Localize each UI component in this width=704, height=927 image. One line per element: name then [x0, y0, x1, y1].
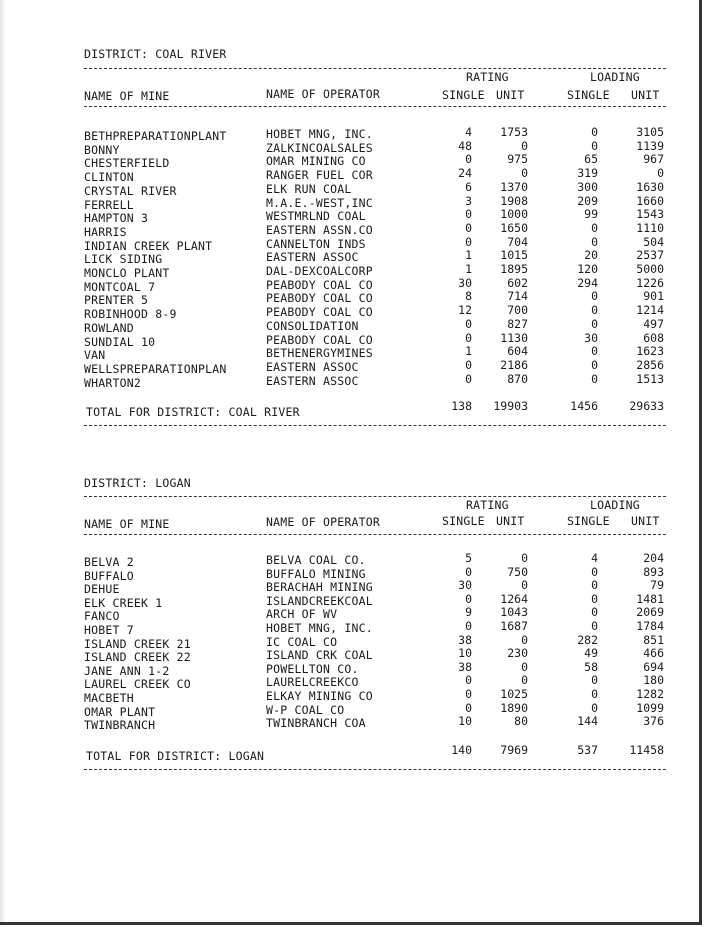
- district-title: DISTRICT: LOGAN: [84, 476, 191, 490]
- column-header-loading-single: SINGLE: [567, 88, 610, 102]
- cell-rating-single: 10: [458, 714, 472, 728]
- cell-loading-single: 282: [577, 633, 598, 647]
- cell-loading-single: 20: [584, 248, 598, 262]
- mine-name: MACBETH: [84, 691, 134, 705]
- cell-rating-single: 0: [465, 372, 472, 386]
- cell-rating-single: 30: [458, 276, 472, 290]
- cell-rating-single: 0: [465, 331, 472, 345]
- cell-rating-unit: 714: [507, 289, 528, 303]
- dashed-separator: [84, 534, 666, 535]
- cell-loading-unit: 1481: [636, 592, 664, 606]
- cell-rating-single: 1: [465, 344, 472, 358]
- mine-name: ROWLAND: [84, 321, 134, 335]
- cell-rating-unit: 1370: [500, 180, 528, 194]
- cell-rating-unit: 1015: [500, 248, 528, 262]
- mine-name: MONTCOAL 7: [84, 280, 156, 294]
- cell-rating-single: 5: [465, 551, 472, 565]
- operator-name: ISLAND CRK COAL: [266, 648, 373, 662]
- cell-rating-single: 1: [465, 248, 472, 262]
- cell-rating-unit: 870: [507, 372, 528, 386]
- operator-name: POWELLTON CO.: [266, 662, 359, 676]
- cell-loading-unit: 1543: [636, 207, 664, 221]
- cell-rating-single: 24: [458, 166, 472, 180]
- operator-name: CANNELTON INDS: [266, 237, 366, 251]
- total-loading-unit: 11458: [629, 743, 664, 757]
- cell-loading-single: 49: [584, 646, 598, 660]
- operator-name: DAL-DEXCOALCORP: [266, 264, 373, 278]
- cell-rating-single: 0: [465, 619, 472, 633]
- mine-name: ELK CREEK 1: [84, 596, 163, 610]
- cell-loading-unit: 901: [643, 289, 664, 303]
- mine-name: VAN: [84, 348, 106, 362]
- column-header-rating-single: SINGLE: [442, 514, 485, 528]
- total-rating-unit: 7969: [500, 743, 528, 757]
- operator-name: ISLANDCREEKCOAL: [266, 594, 373, 608]
- operator-name: ELKAY MINING CO: [266, 689, 373, 703]
- operator-name: WESTMRLND COAL: [266, 209, 366, 223]
- cell-rating-unit: 750: [507, 565, 528, 579]
- operator-name: TWINBRANCH COA: [266, 716, 366, 730]
- cell-loading-unit: 180: [643, 673, 664, 687]
- cell-rating-single: 0: [465, 673, 472, 687]
- cell-rating-unit: 1908: [500, 194, 528, 208]
- column-header-loading-unit: UNIT: [631, 88, 660, 102]
- rating-group-header: RATING: [466, 70, 509, 84]
- column-header-rating-unit: UNIT: [496, 514, 525, 528]
- cell-loading-unit: 504: [643, 235, 664, 249]
- column-header-rating-single: SINGLE: [442, 88, 485, 102]
- cell-loading-single: 0: [591, 578, 598, 592]
- cell-rating-unit: 80: [514, 714, 528, 728]
- column-header-rating-unit: UNIT: [496, 88, 525, 102]
- cell-rating-single: 38: [458, 633, 472, 647]
- mine-name: JANE ANN 1-2: [84, 664, 170, 678]
- operator-name: ARCH OF WV: [266, 607, 338, 621]
- cell-rating-single: 0: [465, 358, 472, 372]
- cell-loading-single: 0: [591, 701, 598, 715]
- cell-rating-unit: 1753: [500, 125, 528, 139]
- cell-loading-unit: 3105: [636, 125, 664, 139]
- mine-name: LAUREL CREEK CO: [84, 677, 191, 691]
- operator-name: BETHENERGYMINES: [266, 346, 373, 360]
- cell-loading-unit: 1110: [636, 221, 664, 235]
- mine-name: BELVA 2: [84, 555, 134, 569]
- cell-loading-unit: 1660: [636, 194, 664, 208]
- operator-name: EASTERN ASSOC: [266, 374, 359, 388]
- cell-rating-single: 8: [465, 289, 472, 303]
- operator-name: HOBET MNG, INC.: [266, 127, 373, 141]
- total-rating-unit: 19903: [493, 399, 528, 413]
- cell-loading-unit: 1513: [636, 372, 664, 386]
- cell-rating-single: 1: [465, 262, 472, 276]
- operator-name: PEABODY COAL CO: [266, 305, 373, 319]
- cell-rating-unit: 604: [507, 344, 528, 358]
- cell-rating-unit: 0: [521, 673, 528, 687]
- cell-rating-single: 0: [465, 207, 472, 221]
- cell-loading-single: 0: [591, 303, 598, 317]
- cell-rating-single: 0: [465, 592, 472, 606]
- mine-name: HOBET 7: [84, 623, 134, 637]
- mine-name: BETHPREPARATIONPLANT: [84, 129, 227, 143]
- operator-name: ZALKINCOALSALES: [266, 141, 373, 155]
- cell-loading-unit: 1784: [636, 619, 664, 633]
- cell-loading-unit: 376: [643, 714, 664, 728]
- cell-loading-single: 4: [591, 551, 598, 565]
- cell-loading-single: 0: [591, 592, 598, 606]
- operator-name: PEABODY COAL CO: [266, 333, 373, 347]
- mine-name: DEHUE: [84, 582, 120, 596]
- cell-loading-single: 0: [591, 125, 598, 139]
- cell-loading-single: 209: [577, 194, 598, 208]
- operator-name: EASTERN ASSN.CO: [266, 223, 373, 237]
- mine-name: BONNY: [84, 143, 120, 157]
- cell-loading-single: 0: [591, 344, 598, 358]
- cell-rating-unit: 0: [521, 139, 528, 153]
- rating-group-header: RATING: [466, 498, 509, 512]
- cell-loading-unit: 893: [643, 565, 664, 579]
- cell-rating-single: 0: [465, 565, 472, 579]
- cell-rating-unit: 2186: [500, 358, 528, 372]
- dashed-separator: [84, 106, 666, 107]
- operator-name: ELK RUN COAL: [266, 182, 352, 196]
- mine-name: TWINBRANCH: [84, 718, 156, 732]
- cell-rating-single: 0: [465, 701, 472, 715]
- mine-name: PRENTER 5: [84, 293, 149, 307]
- operator-name: IC COAL CO: [266, 635, 338, 649]
- total-rating-single: 138: [451, 399, 472, 413]
- cell-loading-single: 0: [591, 565, 598, 579]
- mine-name: CLINTON: [84, 170, 134, 184]
- mine-name: INDIAN CREEK PLANT: [84, 239, 213, 253]
- cell-rating-single: 0: [465, 152, 472, 166]
- cell-rating-single: 4: [465, 125, 472, 139]
- operator-name: BELVA COAL CO.: [266, 553, 366, 567]
- cell-rating-unit: 1687: [500, 619, 528, 633]
- cell-loading-single: 144: [577, 714, 598, 728]
- cell-rating-single: 6: [465, 180, 472, 194]
- cell-rating-single: 3: [465, 194, 472, 208]
- cell-rating-single: 0: [465, 221, 472, 235]
- cell-loading-single: 319: [577, 166, 598, 180]
- cell-rating-unit: 827: [507, 317, 528, 331]
- dashed-separator: [84, 425, 666, 426]
- column-header-loading-single: SINGLE: [567, 514, 610, 528]
- cell-rating-single: 0: [465, 687, 472, 701]
- district-title: DISTRICT: COAL RIVER: [84, 47, 227, 61]
- cell-rating-unit: 1895: [500, 262, 528, 276]
- cell-loading-single: 30: [584, 331, 598, 345]
- cell-loading-single: 0: [591, 687, 598, 701]
- cell-loading-single: 294: [577, 276, 598, 290]
- total-rating-single: 140: [451, 743, 472, 757]
- cell-loading-single: 0: [591, 317, 598, 331]
- cell-loading-unit: 2856: [636, 358, 664, 372]
- operator-name: M.A.E.-WEST,INC: [266, 196, 373, 210]
- column-header-operator: NAME OF OPERATOR: [266, 87, 380, 101]
- cell-loading-unit: 1630: [636, 180, 664, 194]
- cell-rating-unit: 1264: [500, 592, 528, 606]
- operator-name: PEABODY COAL CO: [266, 291, 373, 305]
- cell-loading-single: 0: [591, 358, 598, 372]
- cell-loading-unit: 1226: [636, 276, 664, 290]
- column-header-mine: NAME OF MINE: [84, 517, 170, 531]
- operator-name: EASTERN ASSOC: [266, 250, 359, 264]
- operator-name: CONSOLIDATION: [266, 319, 359, 333]
- total-loading-unit: 29633: [629, 399, 664, 413]
- operator-name: EASTERN ASSOC: [266, 360, 359, 374]
- mine-name: OMAR PLANT: [84, 705, 156, 719]
- dashed-separator: [84, 68, 666, 69]
- cell-rating-unit: 602: [507, 276, 528, 290]
- cell-loading-unit: 1139: [636, 139, 664, 153]
- cell-loading-unit: 466: [643, 646, 664, 660]
- mine-name: HAMPTON 3: [84, 211, 149, 225]
- operator-name: W-P COAL CO: [266, 703, 345, 717]
- column-header-operator: NAME OF OPERATOR: [266, 515, 380, 529]
- cell-loading-single: 0: [591, 289, 598, 303]
- column-header-loading-unit: UNIT: [631, 514, 660, 528]
- cell-loading-unit: 608: [643, 331, 664, 345]
- cell-rating-unit: 0: [521, 578, 528, 592]
- mine-name: ISLAND CREEK 22: [84, 650, 191, 664]
- mine-name: WELLSPREPARATIONPLAN: [84, 362, 227, 376]
- operator-name: BERACHAH MINING: [266, 580, 373, 594]
- mine-name: MONCLO PLANT: [84, 266, 170, 280]
- cell-loading-unit: 2537: [636, 248, 664, 262]
- operator-name: BUFFALO MINING: [266, 567, 366, 581]
- mine-name: CRYSTAL RIVER: [84, 184, 177, 198]
- cell-loading-unit: 694: [643, 660, 664, 674]
- cell-loading-unit: 1282: [636, 687, 664, 701]
- cell-rating-unit: 0: [521, 660, 528, 674]
- cell-rating-single: 12: [458, 303, 472, 317]
- cell-rating-unit: 1043: [500, 605, 528, 619]
- cell-loading-single: 99: [584, 207, 598, 221]
- cell-rating-single: 9: [465, 605, 472, 619]
- cell-loading-unit: 2069: [636, 605, 664, 619]
- mine-name: FANCO: [84, 609, 120, 623]
- cell-loading-single: 65: [584, 152, 598, 166]
- dashed-separator: [84, 496, 666, 497]
- cell-loading-unit: 851: [643, 633, 664, 647]
- cell-loading-single: 0: [591, 605, 598, 619]
- cell-loading-unit: 5000: [636, 262, 664, 276]
- mine-name: LICK SIDING: [84, 252, 163, 266]
- cell-loading-unit: 1623: [636, 344, 664, 358]
- cell-loading-unit: 1099: [636, 701, 664, 715]
- mine-name: WHARTON2: [84, 376, 141, 390]
- cell-rating-single: 48: [458, 139, 472, 153]
- operator-name: PEABODY COAL CO: [266, 278, 373, 292]
- cell-rating-single: 30: [458, 578, 472, 592]
- cell-loading-unit: 1214: [636, 303, 664, 317]
- total-loading-single: 1456: [570, 399, 598, 413]
- cell-loading-single: 0: [591, 221, 598, 235]
- cell-rating-single: 0: [465, 235, 472, 249]
- dashed-separator: [84, 769, 666, 770]
- operator-name: LAURELCREEKCO: [266, 675, 359, 689]
- cell-loading-single: 0: [591, 673, 598, 687]
- cell-loading-unit: 79: [650, 578, 664, 592]
- mine-name: FERRELL: [84, 198, 134, 212]
- cell-rating-unit: 1025: [500, 687, 528, 701]
- cell-loading-single: 0: [591, 619, 598, 633]
- cell-loading-unit: 0: [657, 166, 664, 180]
- cell-rating-unit: 0: [521, 166, 528, 180]
- operator-name: RANGER FUEL COR: [266, 168, 373, 182]
- cell-rating-unit: 1000: [500, 207, 528, 221]
- cell-loading-single: 120: [577, 262, 598, 276]
- mine-name: ROBINHOOD 8-9: [84, 307, 177, 321]
- loading-group-header: LOADING: [590, 70, 640, 84]
- cell-rating-unit: 975: [507, 152, 528, 166]
- cell-rating-unit: 1650: [500, 221, 528, 235]
- total-loading-single: 537: [577, 743, 598, 757]
- cell-loading-unit: 204: [643, 551, 664, 565]
- cell-loading-single: 300: [577, 180, 598, 194]
- scan-edge-shadow: [0, 0, 6, 922]
- column-header-mine: NAME OF MINE: [84, 89, 170, 103]
- district-total-label: TOTAL FOR DISTRICT: COAL RIVER: [86, 405, 300, 419]
- mine-name: HARRIS: [84, 225, 127, 239]
- cell-loading-single: 0: [591, 139, 598, 153]
- cell-rating-unit: 1890: [500, 701, 528, 715]
- mine-name: ISLAND CREEK 21: [84, 637, 191, 651]
- cell-rating-single: 0: [465, 317, 472, 331]
- loading-group-header: LOADING: [590, 498, 640, 512]
- cell-loading-single: 0: [591, 372, 598, 386]
- cell-rating-single: 38: [458, 660, 472, 674]
- cell-rating-unit: 704: [507, 235, 528, 249]
- cell-loading-single: 0: [591, 235, 598, 249]
- mine-name: CHESTERFIELD: [84, 156, 170, 170]
- cell-rating-unit: 0: [521, 551, 528, 565]
- operator-name: HOBET MNG, INC.: [266, 621, 373, 635]
- cell-loading-unit: 967: [643, 152, 664, 166]
- mine-name: SUNDIAL 10: [84, 335, 156, 349]
- cell-rating-unit: 230: [507, 646, 528, 660]
- cell-loading-single: 58: [584, 660, 598, 674]
- mine-name: BUFFALO: [84, 569, 134, 583]
- cell-rating-unit: 1130: [500, 331, 528, 345]
- cell-rating-single: 10: [458, 646, 472, 660]
- cell-rating-unit: 700: [507, 303, 528, 317]
- cell-rating-unit: 0: [521, 633, 528, 647]
- district-total-label: TOTAL FOR DISTRICT: LOGAN: [86, 749, 265, 763]
- operator-name: OMAR MINING CO: [266, 154, 366, 168]
- cell-loading-unit: 497: [643, 317, 664, 331]
